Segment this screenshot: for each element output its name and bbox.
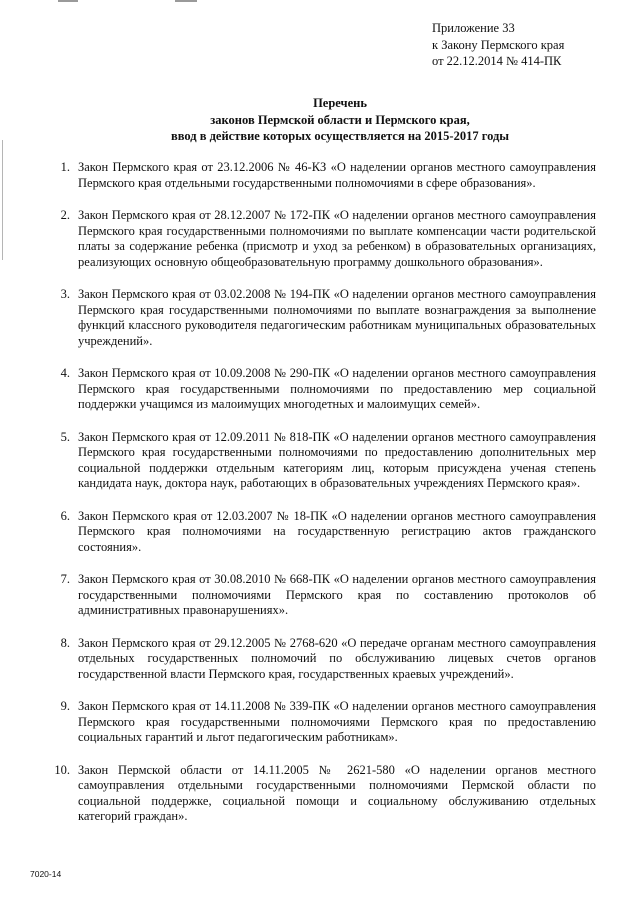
law-item xyxy=(48,699,596,746)
law-item-number: 4. xyxy=(60,366,70,380)
law-item-number: 1. xyxy=(60,160,70,174)
law-item xyxy=(48,366,596,413)
law-item xyxy=(48,160,596,191)
law-item xyxy=(48,430,596,492)
law-item xyxy=(48,287,596,349)
title-line-3: ввод в действие которых осуществляется на 2015-2017 годы xyxy=(170,129,510,143)
document-code: 7020-14 xyxy=(30,869,62,879)
law-item-text: Закон Пермского края от 23.12.2006 № 46-КЗ «О наделении органов местного самоуправления Пермского края отдельными государственными полномочиями в сфере образования». xyxy=(78,160,596,190)
law-item-number: 8. xyxy=(60,635,70,650)
law-item-text: Закон Пермского края от 28.12.2007 № 172-ПК «О наделении органов местного самоуправления Пермского края государственными полномочиями по выплате компенсации части родительской платы за содержание ребенка (присмотр и уход за ребенком) в образовательных организациях, реализующих основную общеобразовательную программу дошкольного образования». xyxy=(78,208,596,269)
law-item-text: Закон Пермского края от 12.03.2007 № 18-ПК «О наделении органов местного самоуправления Пермского края полномочиями на государственную регистрацию актов гражданского состояния». xyxy=(78,508,596,554)
law-item-text: Закон Пермского края от 30.08.2010 № 668-ПК «О наделении органов местного самоуправления государственными полномочиями Пермского края по составлению протоколов об административных правонарушениях». xyxy=(78,572,596,617)
law-item-text: Закон Пермского края от 03.02.2008 № 194-ПК «О наделении органов местного самоуправления Пермского края государственными полномочиями по выплате вознаграждения за выполнение функций классного руководителя педагогическим работникам муниципальных образовательных учреждений». xyxy=(78,287,596,348)
title-line-2: законов Пермской области и Пермского края, xyxy=(210,112,470,127)
law-item-text: Закон Пермской области от 14.11.2005 № 2621-580 «О наделении органов местного самоуправления отдельными государственными полномочиями Пермской области по социальной поддержке, социальной помощи и социальному обслуживанию отдельных категорий граждан». xyxy=(78,762,596,823)
law-item-number: 9. xyxy=(60,699,70,713)
law-item-number: 10. xyxy=(54,762,70,777)
law-item-text: Закон Пермского края от 14.11.2008 № 339-ПК «О наделении органов местного самоуправления Пермского края государственными полномочиями Пермского края по предоставлению социальных гарантий и льгот педагогическим работникам». xyxy=(78,699,596,744)
appendix-law-reference: к Закону Пермского края xyxy=(432,37,565,52)
scan-artifact xyxy=(175,0,197,2)
law-item xyxy=(48,636,596,683)
title-line-1: Перечень xyxy=(313,96,367,110)
law-item xyxy=(48,572,596,619)
appendix-number: Приложение 33 xyxy=(432,21,515,35)
law-item xyxy=(48,509,596,556)
scan-artifact xyxy=(58,0,78,2)
appendix-header xyxy=(432,20,564,70)
law-item-number: 3. xyxy=(60,287,70,301)
law-item-text: Закон Пермского края от 12.09.2011 № 818-ПК «О наделении органов местного самоуправления Пермского края государственными полномочиями по предоставлению дополнительных мер социальной поддержки отдельным категориям лиц, которым присуждена ученая степень кандидата наук, доктора наук, работающих в образовательных учреждениях Пермского края». xyxy=(78,429,596,490)
law-item-number: 5. xyxy=(60,429,70,444)
law-item-text: Закон Пермского края от 10.09.2008 № 290-ПК «О наделении органов местного самоуправления Пермского края государственными полномочиями по предоставлению мер социальной поддержки учащимся из малоимущих многодетных и малоимущих семей». xyxy=(78,366,596,411)
law-item-text: Закон Пермского края от 29.12.2005 № 2768-620 «О передаче органам местного самоуправления отдельных государственных полномочий по обслуживанию лицевых счетов органов государственной власти Пермского края, государственных краевых учреждений». xyxy=(78,635,596,681)
law-item-number: 2. xyxy=(60,208,70,222)
law-item xyxy=(48,763,596,825)
appendix-law-date: от 22.12.2014 № 414-ПК xyxy=(432,54,562,68)
law-item-number: 7. xyxy=(60,572,70,586)
document-title xyxy=(60,95,620,145)
law-list xyxy=(48,160,596,842)
scan-artifact xyxy=(2,140,3,260)
law-item-number: 6. xyxy=(60,508,70,523)
law-item xyxy=(48,208,596,270)
